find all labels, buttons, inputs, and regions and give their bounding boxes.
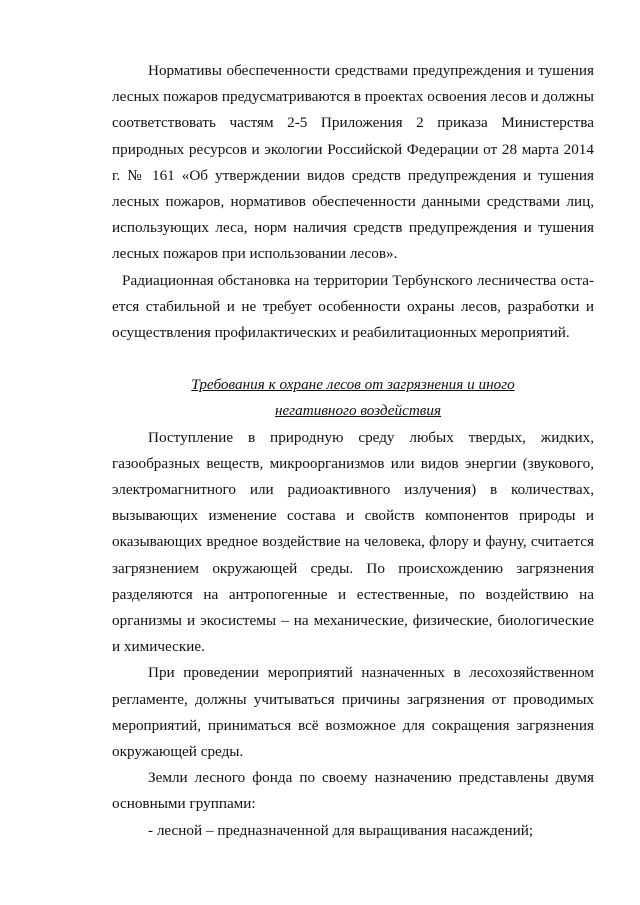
- paragraph-fire-norms: Нормативы обеспеченности средствами предупреждения и тушения лесных пожаров предусматриваются в проектах освоения лесов и должны соответствовать частям 2-5 Приложения 2 приказа Министерства природных ресурсов и экологии Российской Федерации от 28 марта 2014 г. № 161 «Об утверждении видов средств предупреждения и тушения лесных пожаров, нормативов обеспеченности данными средствами лиц, использующих леса, норм наличия средств предупреждения и тушения лесных пожаров при использовании лесов».: [112, 62, 594, 263]
- paragraph-pollution-measures: При проведении мероприятий назначенных в лесохозяйственном регламенте, должны учитываться причины загрязнения от проводимых мероприятий, приниматься всё возможное для сокращения загрязнения окружающей среды.: [112, 664, 594, 761]
- section-heading-line-2: негативного воздействия: [274, 402, 442, 420]
- paragraph-forest-land-item: - лесной – предназначенной для выращивания насаждений;: [148, 821, 534, 839]
- section-heading: [112, 372, 594, 424]
- section-heading-line-1: Требования к охране лесов от загрязнения и иного: [191, 376, 515, 394]
- paragraph-radiation: Радиационная обстановка на территории Тербунского лесничества остается стабильной и не требует особенности охраны лесов, разработки и осуществления профилактических и реабилитационных мероприятий.: [112, 271, 594, 342]
- paragraph-pollution-definition: Поступление в природную среду любых твердых, жидких, газообразных веществ, микроорганизмов или видов энергии (звукового, электромагнитного или радиоактивного излучения) в количествах, вызывающих изменение состава и свойств компонентов природы и оказывающих вредное воздействие на человека, флору и фауну, считается загрязнением окружающей среды. По происхождению загрязнения разделяются на антропогенные и естественные, по воздействию на организмы и экосистемы – на механические, физические, биологические и химические.: [112, 428, 594, 656]
- document-body: [112, 58, 594, 844]
- paragraph-land-groups: Земли лесного фонда по своему назначению представлены двумя основными группами:: [112, 769, 594, 813]
